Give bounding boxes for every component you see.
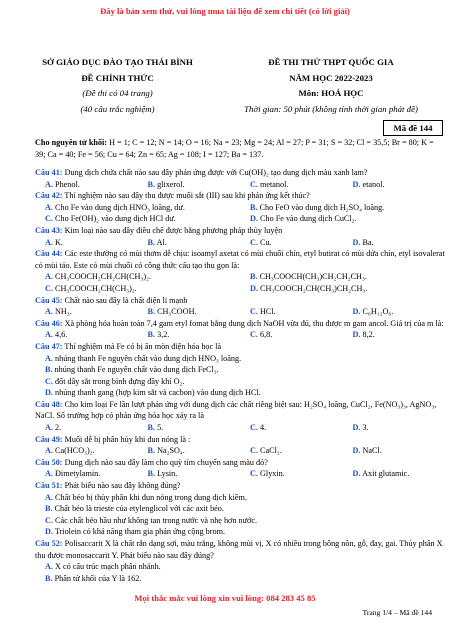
- answer-option: [35, 179, 138, 191]
- answer-option: [343, 422, 446, 434]
- answer-text: NH₃.: [52, 307, 72, 317]
- answer-option: [35, 387, 261, 399]
- answer-option: [138, 445, 241, 457]
- question-52: [35, 538, 445, 584]
- answer-letter: D.: [352, 469, 361, 479]
- answer-option: [343, 445, 446, 457]
- answer-option: [240, 422, 343, 434]
- answer-letter: D.: [250, 214, 258, 224]
- answer-option: [240, 468, 343, 480]
- answer-option: [35, 271, 240, 283]
- header-left: [25, 55, 210, 117]
- answer-letter: A.: [45, 202, 53, 212]
- question-number: Câu 52:: [35, 539, 63, 548]
- answer-letter: B.: [147, 330, 156, 340]
- question-50: [35, 457, 445, 480]
- answer-letter: A.: [45, 562, 53, 572]
- question-list: [35, 167, 445, 584]
- answer-option: [343, 329, 446, 341]
- answer-option: [35, 237, 138, 249]
- question-text: Kim loại nào sau đây điều chế được bằng phương pháp thủy luyện: [62, 225, 283, 235]
- answer-letter: C.: [250, 423, 258, 433]
- answer-text: C₆H₁₂O₆.: [360, 307, 394, 317]
- answer-option: [35, 468, 138, 480]
- answer-text: Đimetylamin.: [52, 469, 101, 479]
- answer-text: Axit glutamic.: [360, 469, 410, 479]
- answer-option: [35, 445, 138, 457]
- question-number: Câu 50:: [35, 457, 63, 467]
- answer-text: Chất béo là trieste của etylenglicol với các axit béo.: [52, 504, 224, 514]
- answer-text: Ba.: [360, 237, 374, 247]
- answer-option: [240, 306, 343, 318]
- answer-option: [240, 213, 445, 225]
- question-text: Thí nghiệm nào sau đây thu được muối sắt (III) sau khi phản ứng kết thúc?: [62, 191, 310, 201]
- question-text: Dung dịch chứa chất nào sau đây phản ứng được với Cu(OH)₂ tạo dung dịch màu xanh lam?: [62, 168, 368, 177]
- time-limit: Thời gian: 50 phút (không tính thời gian phát đề): [244, 103, 418, 114]
- question-41: [35, 167, 445, 190]
- answer-letter: C.: [45, 376, 53, 386]
- answer-letter: A.: [45, 492, 53, 502]
- answer-option: [138, 306, 241, 318]
- question-text: Muối dễ bị phân hủy khi đun nóng là :: [62, 434, 191, 444]
- answer-text: CH₃COOCH₂CH(CH₃)₂.: [52, 283, 137, 293]
- header-right: [226, 55, 436, 117]
- answer-option: [35, 492, 247, 504]
- answer-text: 4.: [257, 423, 267, 433]
- answer-option: [35, 376, 184, 388]
- answer-letter: C.: [250, 469, 258, 479]
- answer-option: [240, 237, 343, 249]
- question-46: [35, 318, 445, 341]
- answer-letter: A.: [45, 353, 53, 363]
- question-text: Dung dịch nào sau đây làm cho quỳ tím chuyển sang màu đỏ?: [62, 457, 268, 467]
- school-year: NĂM HỌC 2022-2023: [289, 72, 373, 83]
- question-number: Câu 49:: [35, 434, 63, 444]
- question-number: Câu 44:: [35, 249, 63, 259]
- answer-text: Chất béo bị thủy phân khi đun nóng trong dung dịch kiềm.: [52, 492, 247, 502]
- preview-banner-top: Đây là bản xem thử, vui lòng mua tài liệu để xem chi tiết (có lời giải): [100, 6, 350, 16]
- answer-text: Na₂SO₄.: [155, 446, 185, 456]
- answer-option: [138, 422, 241, 434]
- answer-option: [138, 468, 241, 480]
- answer-letter: A.: [45, 330, 53, 340]
- answer-option: [240, 271, 445, 283]
- question-48: [35, 399, 445, 434]
- question-number: Câu 51:: [35, 481, 63, 491]
- answer-option: [35, 364, 219, 376]
- answer-text: glixerol.: [155, 179, 185, 189]
- answer-letter: B.: [45, 573, 53, 583]
- answer-text: Al.: [155, 237, 167, 247]
- question-count-note: (40 câu trắc nghiệm): [80, 103, 155, 114]
- answer-text: Phân tử khối của Y là 162.: [52, 573, 142, 583]
- answer-letter: B.: [45, 365, 53, 375]
- answer-option: [240, 179, 343, 191]
- answer-option: [35, 503, 224, 515]
- answer-text: nhúng thanh Fe nguyên chất vào dung dịch FeCl₃.: [52, 365, 219, 375]
- answer-letter: B.: [147, 237, 156, 247]
- answer-letter: A.: [45, 446, 53, 456]
- answer-letter: A.: [45, 272, 53, 282]
- answer-option: [343, 179, 446, 191]
- answer-text: Triolein có khả năng tham gia phản ứng cộng brom.: [52, 527, 225, 537]
- department-name: SỞ GIÁO DỤC ĐÀO TẠO THÁI BÌNH: [42, 57, 193, 67]
- answer-text: HCl.: [257, 307, 276, 317]
- answer-text: 4,6.: [52, 330, 68, 340]
- question-number: Câu 42:: [35, 191, 63, 201]
- question-text: Cho kim loại Fe lần lượt phản ứng với dung dịch các chất riêng biệt sau: H₂SO₄ loãng, CuCl₂, Fe(NO₃)₃, AgNO₃, NaCl. Số trường hợp có phản ứng hóa học xảy ra là: [35, 399, 437, 421]
- answer-text: Glyxin.: [257, 469, 285, 479]
- answer-letter: B.: [250, 272, 258, 282]
- answer-letter: D.: [250, 283, 258, 293]
- answer-option: [35, 202, 240, 214]
- answer-text: 5.: [155, 423, 164, 433]
- question-text: Thí nghiệm mà Fe có bị ăn mòn điện hóa học là: [62, 341, 222, 351]
- answer-letter: A.: [45, 469, 53, 479]
- answer-letter: A.: [45, 307, 53, 317]
- subject: Môn: HOÁ HỌC: [298, 88, 364, 98]
- answer-text: Phenol.: [52, 179, 80, 189]
- question-number: Câu 41:: [35, 168, 63, 177]
- answer-letter: D.: [45, 527, 53, 537]
- answer-text: Lysin.: [155, 469, 178, 479]
- answer-letter: C.: [45, 214, 53, 224]
- question-text: Phát biểu nào sau đây không đúng?: [62, 481, 181, 491]
- answer-text: Cho Fe vào dung dịch CuCl₂.: [257, 214, 357, 224]
- answer-option: [138, 179, 241, 191]
- answer-text: 3,2.: [155, 330, 170, 340]
- official-label: ĐỀ CHÍNH THỨC: [81, 72, 154, 83]
- answer-letter: C.: [250, 330, 258, 340]
- answer-letter: D.: [45, 388, 53, 398]
- answer-text: 8,2.: [360, 330, 375, 340]
- answer-text: Cho Fe vào dung dịch HNO₃ loãng, dư.: [52, 202, 185, 212]
- answer-letter: B.: [147, 423, 156, 433]
- question-42: [35, 190, 445, 225]
- answer-text: Cho Fe(OH)₂ vào dung dịch HCl dư.: [52, 214, 176, 224]
- answer-text: Các chất béo hầu như không tan trong nước và nhẹ hơn nước.: [52, 515, 258, 525]
- answer-option: [138, 237, 241, 249]
- question-text: Polisaccarit X là chất rắn dạng sợi, màu trắng, không mùi vị, X có nhiều trong bông nõn, gỗ, đay, gai. Thủy phân X thu được monosaccarit Y. Phát biểu nào sau đây đúng?: [35, 539, 443, 560]
- answer-text: 6,8.: [257, 330, 273, 340]
- answer-text: CH₃COOH.: [155, 307, 197, 317]
- answer-option: [138, 329, 241, 341]
- answer-text: CH₃COOCH₂CH₂CH(CH₃)₂.: [52, 272, 151, 282]
- answer-option: [343, 306, 446, 318]
- answer-letter: D.: [352, 307, 361, 317]
- answer-letter: C.: [250, 307, 258, 317]
- answer-letter: B.: [250, 202, 258, 212]
- question-number: Câu 47:: [35, 341, 63, 351]
- answer-text: etanol.: [360, 179, 385, 189]
- answer-text: Cu.: [257, 237, 272, 247]
- answer-letter: A.: [45, 179, 53, 189]
- question-text: Các este thường có mùi thơm dễ chịu: isoamyl axetat có mùi chuối chín, etyl butirat có mùi dứa chín, etyl isovalerat có mùi táo. Este có mùi chuối có công thức cấu tạo thu gọn là:: [35, 249, 445, 270]
- exam-title: ĐỀ THI THỬ THPT QUỐC GIA: [268, 57, 394, 67]
- answer-letter: C.: [250, 446, 258, 456]
- answer-option: [35, 213, 240, 225]
- answer-option: [240, 329, 343, 341]
- answer-text: X có cấu trúc mạch phân nhánh.: [52, 562, 161, 572]
- exam-code-box: Mã đề 144: [383, 120, 443, 136]
- answer-text: 3.: [360, 423, 369, 433]
- answer-option: [35, 306, 138, 318]
- question-number: Câu 48:: [35, 399, 63, 409]
- answer-letter: A.: [45, 423, 53, 433]
- question-51: [35, 480, 445, 538]
- answer-letter: C.: [45, 283, 53, 293]
- answer-option: [35, 573, 141, 585]
- answer-letter: D.: [352, 446, 361, 456]
- answer-option: [35, 422, 138, 434]
- answer-option: [343, 237, 446, 249]
- question-49: [35, 434, 445, 457]
- question-text: Xà phòng hóa hoàn toàn 7,4 gam etyl fomat bằng dung dịch NaOH vừa đủ, thu được m gam ancol. Giá trị của m là:: [62, 318, 444, 328]
- answer-letter: C.: [45, 515, 53, 525]
- question-43: [35, 225, 445, 248]
- answer-text: CH₃COOCH(CH₃)CH₂CH₂CH₃.: [257, 272, 367, 282]
- page-count-note: (Đề thi có 04 trang): [82, 88, 153, 98]
- atomic-masses: [35, 137, 445, 160]
- answer-letter: D.: [352, 179, 361, 189]
- answer-letter: C.: [250, 179, 258, 189]
- answer-letter: D.: [352, 330, 361, 340]
- answer-option: [35, 283, 240, 295]
- answer-text: CaCl₂.: [257, 446, 282, 456]
- answer-option: [240, 202, 445, 214]
- answer-text: Ca(HCO₃)₂.: [52, 446, 95, 456]
- answer-option: [35, 515, 257, 527]
- answer-option: [343, 468, 446, 480]
- answer-letter: B.: [147, 469, 156, 479]
- question-45: [35, 295, 445, 318]
- answer-text: 2.: [52, 423, 62, 433]
- answer-letter: B.: [147, 307, 156, 317]
- answer-option: [35, 526, 225, 538]
- answer-text: Cho FeO vào dung dịch H₂SO₄ loãng.: [257, 202, 385, 212]
- contact-banner-bottom: Mọi thắc mắc vui lòng xin vui lòng: 084 283 45 85: [134, 593, 316, 603]
- answer-letter: D.: [352, 237, 361, 247]
- answer-text: đốt dây sắt trong bình đựng đầy khí O₂.: [52, 376, 185, 386]
- atomic-masses-label: Cho nguyên tử khối:: [35, 138, 108, 147]
- question-44: [35, 248, 445, 294]
- answer-letter: A.: [45, 237, 53, 247]
- answer-text: K.: [52, 237, 63, 247]
- question-number: Câu 43:: [35, 225, 63, 235]
- page-footer: Trang 1/4 – Mã đề 144: [362, 608, 432, 617]
- question-number: Câu 46:: [35, 318, 63, 328]
- answer-letter: B.: [147, 179, 156, 189]
- atomic-masses-values: H = 1; C = 12; N = 14; O = 16; Na = 23; Mg = 24; Al = 27; P = 31; S = 32; Cl = 35,5; Br = 80; K = 39; Ca = 40; Fe = 56; Cu = 64; Zn = 65; Ag = 108; I = 127; Ba = 137.: [35, 138, 434, 159]
- answer-text: CH₃COOCH₂CH(CH₃)CH₂CH₃.: [257, 283, 368, 293]
- answer-letter: C.: [250, 237, 258, 247]
- answer-text: NaCl.: [360, 446, 382, 456]
- question-47: [35, 341, 445, 399]
- answer-letter: B.: [45, 504, 53, 514]
- answer-option: [35, 329, 138, 341]
- answer-letter: B.: [147, 446, 156, 456]
- question-number: Câu 45:: [35, 295, 63, 305]
- answer-text: metanol.: [257, 179, 289, 189]
- answer-text: nhúng thanh gang (hợp kim sắt và cacbon) vào dung dịch HCl.: [52, 388, 261, 398]
- answer-letter: D.: [352, 423, 361, 433]
- answer-text: nhúng thanh Fe nguyên chất vào dung dịch HNO₃ loãng.: [52, 353, 242, 363]
- answer-option: [240, 283, 445, 295]
- answer-option: [35, 353, 241, 365]
- answer-option: [240, 445, 343, 457]
- question-text: Chất nào sau đây là chất điện li mạnh: [62, 295, 188, 305]
- answer-option: [35, 561, 161, 573]
